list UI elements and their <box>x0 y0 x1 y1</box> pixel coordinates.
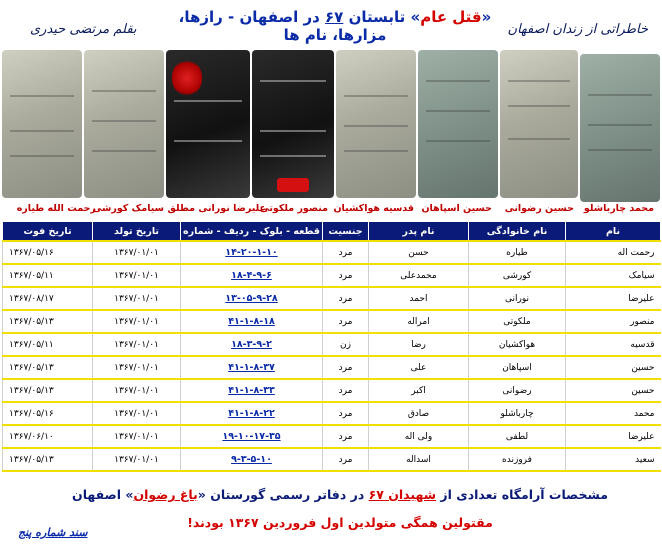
table-cell: ۱۳۶۷/۰۱/۰۱ <box>93 264 181 287</box>
photo-caption: قدسیه هواکشیان <box>333 203 414 214</box>
table-cell: هواکشیان <box>469 333 566 356</box>
table-cell: چارباشلو <box>469 402 566 425</box>
photo-captions <box>0 203 662 217</box>
table-cell: ۱۳۶۷/۰۱/۰۱ <box>93 425 181 448</box>
gravestone-photo <box>166 50 250 198</box>
plot-code-cell: ۴۱-۱-۸-۱۸ <box>181 310 323 333</box>
photo-caption: حسین رضوانی <box>504 203 574 214</box>
table-row <box>3 287 661 310</box>
table-row <box>3 241 661 264</box>
gravestone-photo <box>336 50 416 198</box>
title-number: ۶۷ <box>325 8 344 26</box>
table-cell: علیرضا <box>566 425 661 448</box>
table-cell: علی <box>369 356 469 379</box>
table-cell: ۱۳۶۷/۰۸/۱۷ <box>3 287 93 310</box>
table-cell: مرد <box>323 310 369 333</box>
title-mid: » تابستان <box>343 8 421 26</box>
gravestone-photo <box>580 54 660 202</box>
summary-text: » اصفهان <box>72 487 134 502</box>
gravestone-photo <box>252 50 334 198</box>
gravestone-photo <box>2 50 82 198</box>
table-cell: زن <box>323 333 369 356</box>
gravestone-photo <box>418 50 498 198</box>
table-cell: سیامک <box>566 264 661 287</box>
table-cell: رحمت اله <box>566 241 661 264</box>
photo-caption: علیرضا نورانی مطلق <box>167 203 266 214</box>
photo-caption: حسین اسپاهان <box>421 203 492 214</box>
plot-code-cell: ۴۱-۱-۸-۳۷ <box>181 356 323 379</box>
table-cell: اسداله <box>369 448 469 471</box>
table-cell: اسپاهان <box>469 356 566 379</box>
table-cell: مرد <box>323 264 369 287</box>
gravestone-photos <box>0 44 662 206</box>
table-cell: ۱۳۶۷/۰۱/۰۱ <box>93 310 181 333</box>
plot-code-cell: ۱۸-۳-۹-۲ <box>181 333 323 356</box>
table-cell: قدسیه <box>566 333 661 356</box>
table-cell: مرد <box>323 356 369 379</box>
table-row <box>3 448 661 471</box>
table-cell: حسین <box>566 379 661 402</box>
table-row <box>3 379 661 402</box>
column-header: تاریخ فوت <box>3 222 93 242</box>
gravestone-photo <box>84 50 164 198</box>
table-cell: ۱۳۶۷/۰۱/۰۱ <box>93 379 181 402</box>
plot-code-cell: ۱۸-۴-۹-۶ <box>181 264 323 287</box>
table-cell: ۱۳۶۷/۰۵/۱۳ <box>3 448 93 471</box>
table-cell: مرد <box>323 402 369 425</box>
table-row <box>3 425 661 448</box>
table-cell: ۱۳۶۷/۰۵/۱۶ <box>3 241 93 264</box>
table-cell: ۱۳۶۷/۰۵/۱۶ <box>3 402 93 425</box>
table-row <box>3 310 661 333</box>
column-header: نام پدر <box>369 222 469 242</box>
table-row <box>3 402 661 425</box>
summary-line <box>60 487 620 502</box>
table-cell: مرد <box>323 448 369 471</box>
table-cell: محمدعلی <box>369 264 469 287</box>
column-header: نام <box>566 222 661 242</box>
plot-code-cell: ۹-۳-۵-۱۰ <box>181 448 323 471</box>
table-cell: رضا <box>369 333 469 356</box>
gravestone-photo <box>500 50 578 198</box>
column-header: نام خانوادگی <box>469 222 566 242</box>
table-cell: سعید <box>566 448 661 471</box>
table-cell: صادق <box>369 402 469 425</box>
title-highlight: قتل عام <box>420 8 482 26</box>
table-cell: محمد <box>566 402 661 425</box>
table-cell: نورانی <box>469 287 566 310</box>
plot-code-cell: ۱۴-۲۰-۱-۱۰ <box>181 241 323 264</box>
column-header: جنسیت <box>323 222 369 242</box>
table-cell: اکبر <box>369 379 469 402</box>
table-cell: لطفی <box>469 425 566 448</box>
table-cell: رضوانی <box>469 379 566 402</box>
plot-code-cell: ۴۱-۱-۸-۳۳ <box>181 379 323 402</box>
table-cell: ولی اله <box>369 425 469 448</box>
plot-code-cell: ۱۳-۰۵-۹-۲۸ <box>181 287 323 310</box>
table-cell: کورشی <box>469 264 566 287</box>
table-cell: ۱۳۶۷/۰۱/۰۱ <box>93 333 181 356</box>
table-cell: حسین <box>566 356 661 379</box>
title-prefix: « <box>481 8 492 26</box>
table-cell: مرد <box>323 379 369 402</box>
table-cell: طیاره <box>469 241 566 264</box>
table-cell: ۱۳۶۷/۰۱/۰۱ <box>93 241 181 264</box>
table-cell: امراله <box>369 310 469 333</box>
table-cell: ۱۳۶۷/۰۵/۱۱ <box>3 333 93 356</box>
photo-caption: سیامک کورشی <box>92 203 164 214</box>
table-cell: علیرضا <box>566 287 661 310</box>
summary-text: مشخصات آرامگاه تعدادی از <box>436 487 608 502</box>
document-number: سند شماره پنج <box>18 526 88 539</box>
table-row <box>3 333 661 356</box>
table-cell: ۱۳۶۷/۰۵/۱۱ <box>3 264 93 287</box>
grave-records-table <box>2 221 661 472</box>
table-cell: ۱۳۶۷/۰۵/۱۳ <box>3 356 93 379</box>
table-cell: ۱۳۶۷/۰۱/۰۱ <box>93 402 181 425</box>
column-header: قطعه - بلوک - ردیف - شماره <box>181 222 323 242</box>
table-row <box>3 264 661 287</box>
cemetery-name: باغ رضوان <box>133 487 198 502</box>
table-cell: احمد <box>369 287 469 310</box>
table-cell: ۱۳۶۷/۰۵/۱۳ <box>3 379 93 402</box>
table-cell: ۱۳۶۷/۰۵/۱۳ <box>3 310 93 333</box>
table-cell: مرد <box>323 425 369 448</box>
table-cell: منصور <box>566 310 661 333</box>
table-cell: ۱۳۶۷/۰۶/۱۰ <box>3 425 93 448</box>
table-cell: فروزنده <box>469 448 566 471</box>
table-header-row <box>3 222 661 242</box>
table-cell: ۱۳۶۷/۰۱/۰۱ <box>93 448 181 471</box>
table-cell: مرد <box>323 241 369 264</box>
photo-caption: منصور ملکوتی <box>259 203 328 214</box>
photo-caption: رحمت الله طیاره <box>16 203 96 214</box>
page-title <box>150 8 520 44</box>
title-rest: در اصفهان - رازها، مزارها، نام ها <box>178 8 387 44</box>
table-cell: ۱۳۶۷/۰۱/۰۱ <box>93 287 181 310</box>
table-row <box>3 356 661 379</box>
photo-caption: محمد چارباشلو <box>583 203 654 214</box>
table-cell: حسن <box>369 241 469 264</box>
summary-text: در دفاتر رسمی گورستان « <box>197 487 369 502</box>
table-cell: مرد <box>323 287 369 310</box>
plot-code-cell: ۱۹-۱۰-۱۷-۳۵ <box>181 425 323 448</box>
source-caption: خاطراتی از زندان اصفهان <box>507 22 648 37</box>
summary-highlight: شهیدان ۶۷ <box>368 487 437 502</box>
plot-code-cell: ۴۱-۱-۸-۲۲ <box>181 402 323 425</box>
table-cell: ملکوتی <box>469 310 566 333</box>
table-cell: ۱۳۶۷/۰۱/۰۱ <box>93 356 181 379</box>
column-header: تاریخ تولد <box>93 222 181 242</box>
author-caption: بقلم مرتضی حیدری <box>30 22 137 37</box>
birthdate-note: مقتولین همگی متولدین اول فروردین ۱۳۶۷ بودند! <box>187 515 493 530</box>
